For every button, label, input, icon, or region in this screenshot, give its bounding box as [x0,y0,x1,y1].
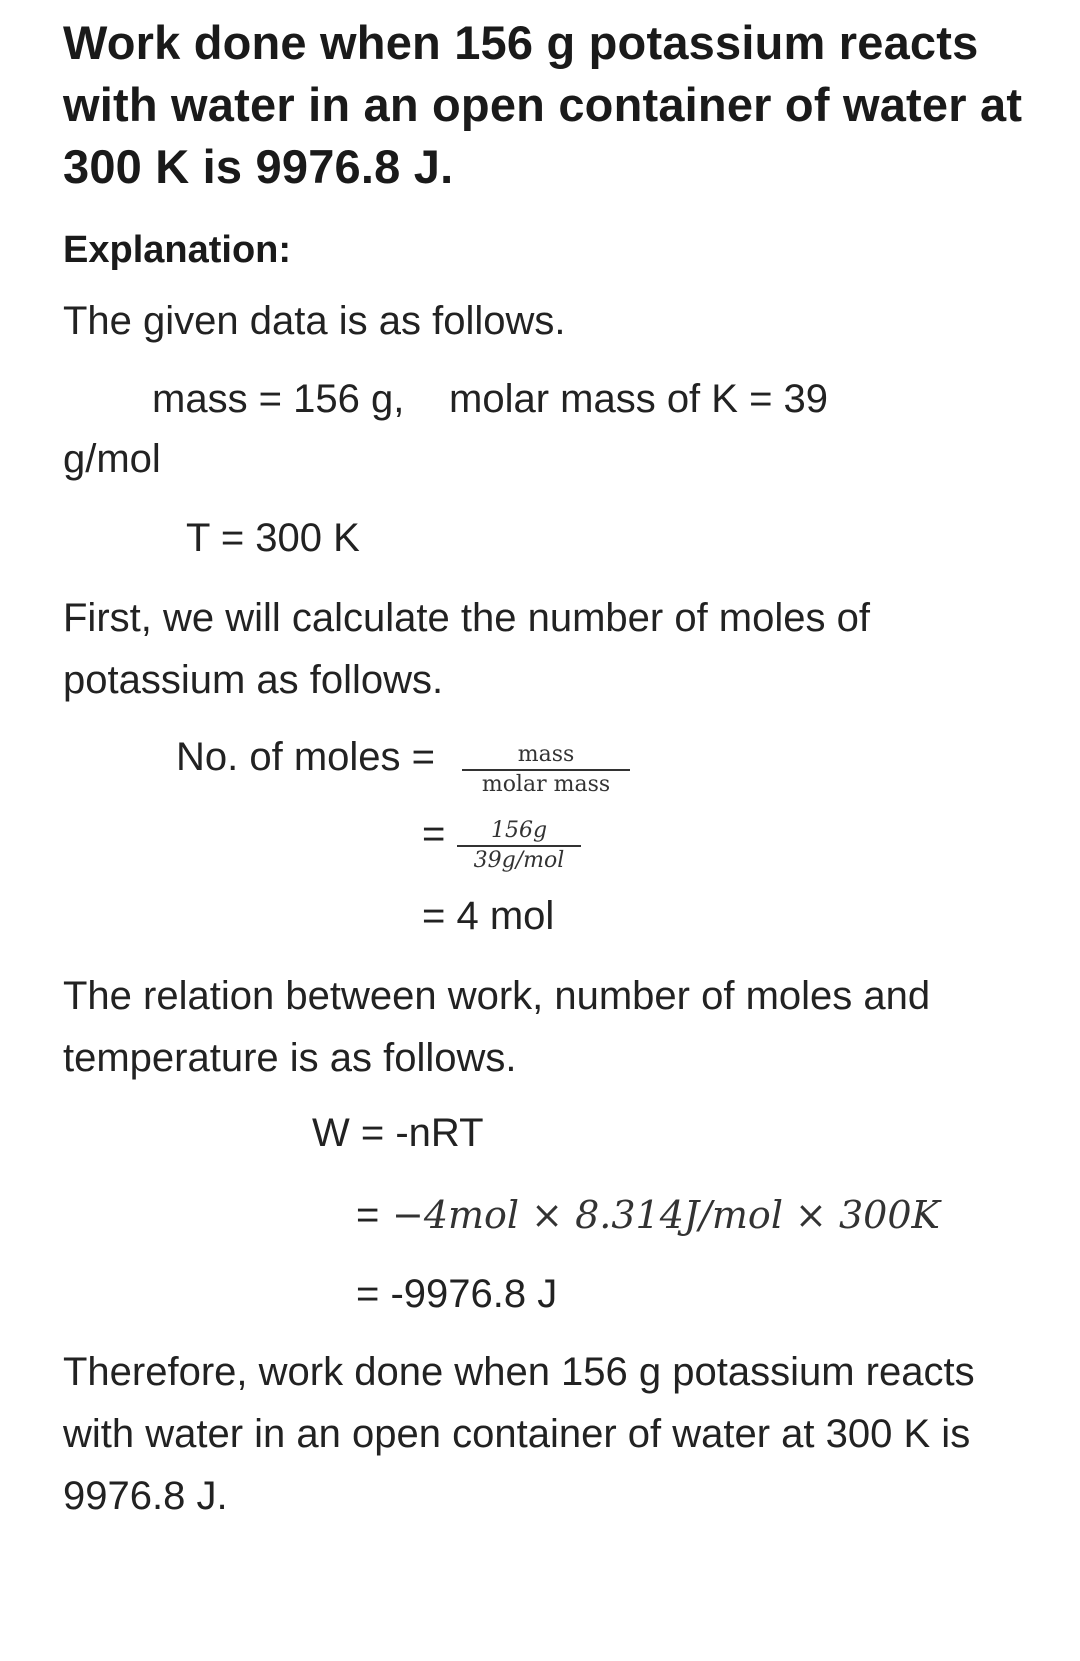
moles-lhs: No. of moles = [176,735,436,779]
moles-fraction-values [457,818,581,874]
moles-intro: First, we will calculate the number of moles of potassium as follows. [63,596,870,702]
work-eq-sign: = [356,1193,380,1237]
moles-eq-sign: = [422,812,446,856]
given-molar-mass: molar mass of K = 39 [449,377,829,421]
moles-fraction-formula [462,742,630,798]
fraction-numerator: 156g [490,818,548,843]
given-mass: mass = 156 g, [152,377,405,421]
given-temperature: T = 300 K [186,516,360,560]
fraction-denominator: molar mass [481,772,611,797]
given-intro: The given data is as follows. [63,299,566,343]
relation-intro: The relation between work, number of moles and temperature is as follows. [63,974,931,1080]
fraction-bar [462,769,630,771]
conclusion: Therefore, work done when 156 g potassium reacts with water in an open container of water at 300 K is 9976.8 J. [63,1350,975,1518]
given-molar-mass-unit: g/mol [63,437,161,481]
work-result: = -9976.8 J [356,1272,558,1316]
moles-result: = 4 mol [422,894,555,938]
fraction-numerator: mass [517,742,575,767]
answer-headline: Work done when 156 g potassium reacts with water in an open container of water at 300 K is 9976.8 J. [63,16,1023,193]
fraction-bar [457,845,581,847]
work-formula: W = -nRT [312,1111,484,1155]
explanation-label: Explanation: [63,229,292,271]
work-substitution: −4mol × 8.314J/mol × 300K [392,1193,940,1237]
fraction-denominator: 39g/mol [473,848,565,873]
